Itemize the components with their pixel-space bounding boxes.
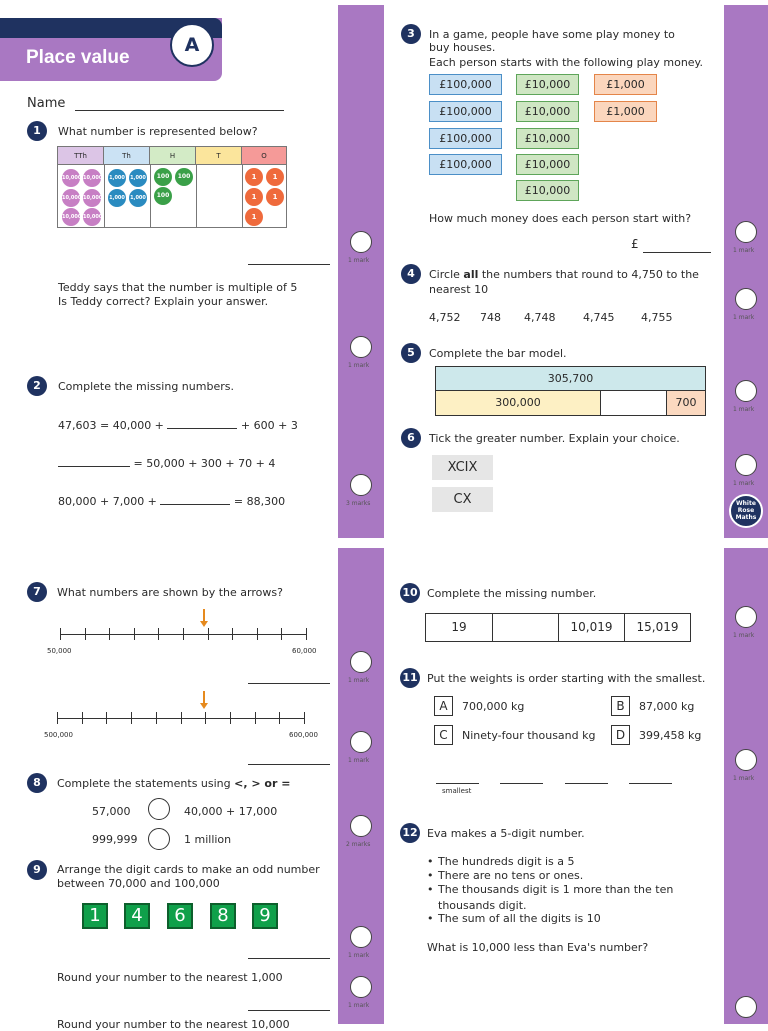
question-text: Round your number to the nearest 1,000: [57, 971, 283, 984]
clue-item: • The hundreds digit is a 5: [427, 855, 673, 869]
number-line-tick: [57, 712, 58, 724]
header-o: O: [242, 147, 286, 165]
sequence-cell: 19: [426, 614, 493, 641]
note-100000: £100,000: [429, 74, 502, 95]
number-line-2-start: 500,000: [44, 731, 73, 739]
number-line-tick: [60, 628, 61, 640]
column-divider: [104, 165, 105, 227]
digit-card[interactable]: 8: [210, 903, 236, 929]
option-value[interactable]: 4,752: [429, 311, 461, 324]
mark-label: 1 mark: [348, 677, 370, 684]
logo-line-1: White: [736, 500, 756, 507]
number-line-tick: [230, 712, 231, 724]
mark-circle[interactable]: [350, 474, 372, 496]
clue-item: • The sum of all the digits is 10: [427, 912, 601, 926]
mark-label: 1 mark: [348, 257, 370, 264]
comparison-circle[interactable]: [148, 798, 170, 820]
blank-line[interactable]: [58, 456, 130, 467]
mark-circle[interactable]: [350, 976, 372, 998]
question-text: buy houses.: [429, 41, 496, 54]
number-line-tick: [306, 628, 307, 640]
number-line-tick: [85, 628, 86, 640]
mark-circle[interactable]: [350, 731, 372, 753]
option-letter-d: D: [611, 725, 630, 745]
mark-circle[interactable]: [735, 221, 757, 243]
question-prompt: Tick the greater number. Explain your choice.: [429, 432, 680, 445]
page-title: Place value: [26, 47, 130, 68]
mark-circle[interactable]: [735, 996, 757, 1018]
mark-circle[interactable]: [350, 926, 372, 948]
option-value[interactable]: 4,745: [583, 311, 615, 324]
mark-circle[interactable]: [350, 336, 372, 358]
column-divider: [242, 165, 243, 227]
equation-2: [58, 456, 275, 470]
equation-2-right: = 50,000 + 300 + 70 + 4: [130, 457, 276, 470]
bar-total: 305,700: [436, 367, 705, 391]
answer-line[interactable]: [248, 683, 330, 684]
column-divider: [196, 165, 197, 227]
digit-card[interactable]: 9: [252, 903, 278, 929]
question-text: Teddy says that the number is multiple of 5: [58, 281, 298, 294]
counter-ten-thousand: 10,000: [62, 169, 80, 187]
question-prompt: Put the weights is order starting with the smallest.: [427, 672, 706, 685]
header-t: T: [196, 147, 242, 165]
sequence-cell: 15,019: [636, 620, 679, 634]
clue-item-continued: thousands digit.: [438, 899, 527, 912]
number-line-tick: [281, 628, 282, 640]
note-10000: £10,000: [516, 128, 579, 149]
option-letter-c: C: [434, 725, 453, 745]
counter-hundred: 100: [175, 168, 193, 186]
statement-2-left: 999,999: [92, 833, 138, 846]
option-letter-b: B: [611, 696, 630, 716]
question-text: nearest 10: [429, 283, 489, 296]
counter-hundred: 100: [154, 187, 172, 205]
note-1000: £1,000: [594, 101, 657, 122]
question-number: 5: [401, 343, 421, 363]
prompt-end: the numbers that round to 4,750 to the: [478, 268, 699, 281]
pound-sign: £: [631, 237, 639, 251]
weight-a: 700,000 kg: [462, 700, 525, 713]
question-prompt: What numbers are shown by the arrows?: [57, 586, 283, 599]
bar-model: [435, 366, 706, 416]
note-100000: £100,000: [429, 154, 502, 175]
mark-label: 1 mark: [348, 362, 370, 369]
mark-circle[interactable]: [735, 606, 757, 628]
option-xcix[interactable]: XCIX: [432, 455, 493, 480]
answer-line[interactable]: [248, 1010, 330, 1011]
counter-one: 1: [245, 168, 263, 186]
weight-d: 399,458 kg: [639, 729, 702, 742]
note-10000: £10,000: [516, 74, 579, 95]
number-line-tick: [183, 628, 184, 640]
question-text: How much money does each person start with?: [429, 212, 692, 225]
question-text: Round your number to the nearest 10,000: [57, 1018, 290, 1031]
weight-c: Ninety-four thousand kg: [462, 729, 596, 742]
header-h: H: [150, 147, 196, 165]
question-prompt: Eva makes a 5-digit number.: [427, 827, 585, 840]
mark-circle[interactable]: [350, 231, 372, 253]
question-number: 9: [27, 860, 47, 880]
equation-3-right: = 88,300: [230, 495, 286, 508]
question-number: 3: [401, 24, 421, 44]
mark-label: 1 mark: [733, 247, 755, 254]
prompt-start: Circle: [429, 268, 464, 281]
counter-thousand: 1,000: [129, 189, 147, 207]
number-line-tick: [232, 628, 233, 640]
blank-line[interactable]: [160, 494, 230, 505]
bar-part-1: 300,000: [436, 391, 601, 415]
note-10000: £10,000: [516, 101, 579, 122]
blank-line[interactable]: [167, 418, 237, 429]
order-answer-line[interactable]: [565, 783, 608, 784]
number-line-tick: [134, 628, 135, 640]
question-prompt: Complete the missing number.: [427, 587, 597, 600]
mark-label: 1 mark: [733, 406, 755, 413]
answer-line[interactable]: [643, 252, 711, 253]
equation-1-right: + 600 + 3: [237, 419, 298, 432]
order-answer-line[interactable]: [500, 783, 543, 784]
mark-label: 1 mark: [733, 632, 755, 639]
sequence-cell: 10,019: [559, 614, 625, 641]
statement-2-right: 1 million: [184, 833, 232, 846]
counter-ten-thousand: 10,000: [62, 189, 80, 207]
white-rose-maths-logo: [729, 494, 763, 528]
number-line-tick: [208, 628, 209, 640]
weight-b: 87,000 kg: [639, 700, 695, 713]
note-100000: £100,000: [429, 101, 502, 122]
number-line-1-start: 50,000: [47, 647, 72, 655]
name-label: Name: [27, 96, 66, 111]
mark-label: 1 mark: [733, 314, 755, 321]
mark-circle[interactable]: [735, 380, 757, 402]
column-divider: [150, 165, 151, 227]
clue-list: [427, 855, 673, 897]
mark-label: 1 mark: [348, 952, 370, 959]
number-line-tick: [158, 628, 159, 640]
comparison-circle[interactable]: [148, 828, 170, 850]
question-text: Arrange the digit cards to make an odd number: [57, 863, 320, 876]
option-value[interactable]: 748: [480, 311, 501, 324]
question-text: Is Teddy correct? Explain your answer.: [58, 295, 269, 308]
statement-1-right: 40,000 + 17,000: [184, 805, 278, 818]
counter-thousand: 1,000: [129, 169, 147, 187]
mark-circle[interactable]: [735, 288, 757, 310]
equation-1-left: 47,603 = 40,000 +: [58, 419, 168, 432]
name-field-line[interactable]: [75, 110, 284, 111]
counter-ten-thousand: 10,000: [83, 189, 101, 207]
number-sequence: [425, 613, 691, 642]
logo-line-3: Maths: [735, 514, 757, 521]
digit-card[interactable]: 6: [167, 903, 193, 929]
header-th: Th: [104, 147, 150, 165]
mark-circle[interactable]: [735, 454, 757, 476]
digit-card[interactable]: 1: [82, 903, 108, 929]
bar-part-missing[interactable]: [601, 391, 667, 415]
question-text: In a game, people have some play money to: [429, 28, 675, 41]
counter-thousand: 1,000: [108, 189, 126, 207]
prompt-start: Complete the statements using: [57, 777, 235, 790]
question-number: 6: [401, 428, 421, 448]
counter-thousand: 1,000: [108, 169, 126, 187]
question-prompt: [57, 777, 290, 790]
number-line-tick: [131, 712, 132, 724]
mark-circle[interactable]: [350, 815, 372, 837]
question-prompt: What number is represented below?: [58, 125, 258, 138]
counter-one: 1: [266, 188, 284, 206]
clue-item: • There are no tens or ones.: [427, 869, 673, 883]
arrow-head-icon: [200, 703, 208, 709]
prompt-bold: all: [463, 268, 479, 281]
counter-one: 1: [245, 188, 263, 206]
answer-line[interactable]: [248, 264, 330, 265]
clue-list: [427, 912, 601, 926]
sequence-cell-blank[interactable]: [493, 614, 559, 641]
question-number: 7: [27, 582, 47, 602]
number-line-tick: [255, 712, 256, 724]
number-line-tick: [82, 712, 83, 724]
question-number: 10: [400, 583, 420, 603]
note-100000: £100,000: [429, 128, 502, 149]
smallest-label: smallest: [442, 787, 472, 795]
mark-circle[interactable]: [735, 749, 757, 771]
question-text: Each person starts with the following play money.: [429, 56, 703, 69]
mark-label: 3 marks: [346, 500, 371, 507]
mark-label: 1 mark: [348, 757, 370, 764]
digit-card[interactable]: 4: [124, 903, 150, 929]
counter-hundred: 100: [154, 168, 172, 186]
question-prompt: Complete the bar model.: [429, 347, 567, 360]
mark-label: 2 marks: [346, 841, 371, 848]
order-answer-line[interactable]: [436, 783, 479, 784]
number-line-tick: [106, 712, 107, 724]
note-10000: £10,000: [516, 154, 579, 175]
question-number: 2: [27, 376, 47, 396]
number-line-2-end: 600,000: [289, 731, 318, 739]
number-line-1-end: 60,000: [292, 647, 317, 655]
counter-ten-thousand: 10,000: [83, 169, 101, 187]
prompt-symbols: <, > or =: [234, 777, 291, 790]
question-number: 12: [400, 823, 420, 843]
counter-one: 1: [245, 208, 263, 226]
number-line-tick: [304, 712, 305, 724]
number-line-tick: [205, 712, 206, 724]
bar-part-3: 700: [667, 391, 705, 415]
title-banner: [0, 18, 222, 81]
clue-item: • The thousands digit is 1 more than the ten: [427, 883, 673, 897]
answer-line[interactable]: [248, 764, 330, 765]
question-number: 11: [400, 668, 420, 688]
option-cx[interactable]: CX: [432, 487, 493, 512]
logo-line-2: Rose: [737, 507, 755, 514]
place-value-chart: [57, 146, 287, 228]
note-1000: £1,000: [594, 74, 657, 95]
counter-one: 1: [266, 168, 284, 186]
option-value[interactable]: 4,755: [641, 311, 673, 324]
margin-strip-left-top: [338, 5, 384, 538]
mark-label: 1 mark: [733, 775, 755, 782]
statement-1-left: 57,000: [92, 805, 131, 818]
question-number: 1: [27, 121, 47, 141]
equation-1: [58, 418, 298, 432]
option-value[interactable]: 4,748: [524, 311, 556, 324]
counter-ten-thousand: 10,000: [62, 208, 80, 226]
number-line-tick: [279, 712, 280, 724]
question-prompt: [429, 268, 699, 281]
equation-3-left: 80,000 + 7,000 +: [58, 495, 161, 508]
mark-label: 1 mark: [733, 480, 755, 487]
number-line-tick: [257, 628, 258, 640]
question-text: between 70,000 and 100,000: [57, 877, 220, 890]
answer-line[interactable]: [248, 958, 330, 959]
question-prompt: Complete the missing numbers.: [58, 380, 234, 393]
number-line-tick: [109, 628, 110, 640]
number-line-tick: [156, 712, 157, 724]
mark-circle[interactable]: [350, 651, 372, 673]
equation-3: [58, 494, 285, 508]
option-letter-a: A: [434, 696, 453, 716]
arrow-head-icon: [200, 621, 208, 627]
number-line-tick: [181, 712, 182, 724]
mark-label: 1 mark: [348, 1002, 370, 1009]
counter-ten-thousand: 10,000: [83, 208, 101, 226]
order-answer-line[interactable]: [629, 783, 672, 784]
note-10000: £10,000: [516, 180, 579, 201]
version-badge: A: [170, 23, 214, 67]
question-text: What is 10,000 less than Eva's number?: [427, 941, 649, 954]
question-number: 8: [27, 773, 47, 793]
header-tth: TTh: [58, 147, 104, 165]
question-number: 4: [401, 264, 421, 284]
